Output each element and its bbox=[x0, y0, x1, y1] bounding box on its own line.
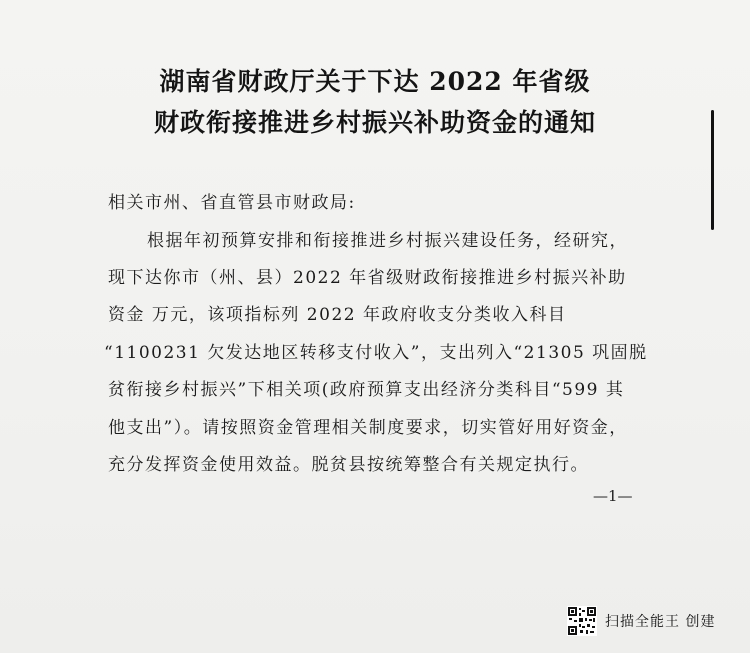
body-line-1: 根据年初预算安排和衔接推进乡村振兴建设任务，经研究， bbox=[147, 231, 628, 251]
page-number: —1— bbox=[593, 487, 633, 505]
body-line-6: 他支出”）。请按照资金管理相关制度要求，切实管好用好资金， bbox=[108, 418, 628, 438]
scanner-watermark bbox=[567, 606, 715, 636]
salutation: 相关市州、省直管县市财政局: bbox=[108, 193, 356, 213]
body-line-5: 贫衔接乡村振兴”下相关项(政府预算支出经济分类科目“599 其 bbox=[108, 380, 625, 400]
body-line-4: “1100231 欠发达地区转移支付收入”，支出列入“21305 巩固脱 bbox=[104, 343, 648, 363]
scanner-label: 扫描全能王 创建 bbox=[605, 614, 716, 630]
body-line-2: 现下达你市（州、县）2022 年省级财政衔接推进乡村振兴补助 bbox=[108, 268, 627, 288]
body-line-7: 充分发挥资金使用效益。脱贫县按统筹整合有关规定执行。 bbox=[108, 455, 589, 475]
qr-code-icon bbox=[567, 606, 597, 636]
document-title-line2: 财政衔接推进乡村振兴补助资金的通知 bbox=[153, 108, 596, 137]
document-title-line1: 湖南省财政厅关于下达 2022 年省级 bbox=[159, 67, 591, 96]
body-line-3: 资金 万元，该项指标列 2022 年政府收支分类收入科目 bbox=[108, 305, 567, 325]
